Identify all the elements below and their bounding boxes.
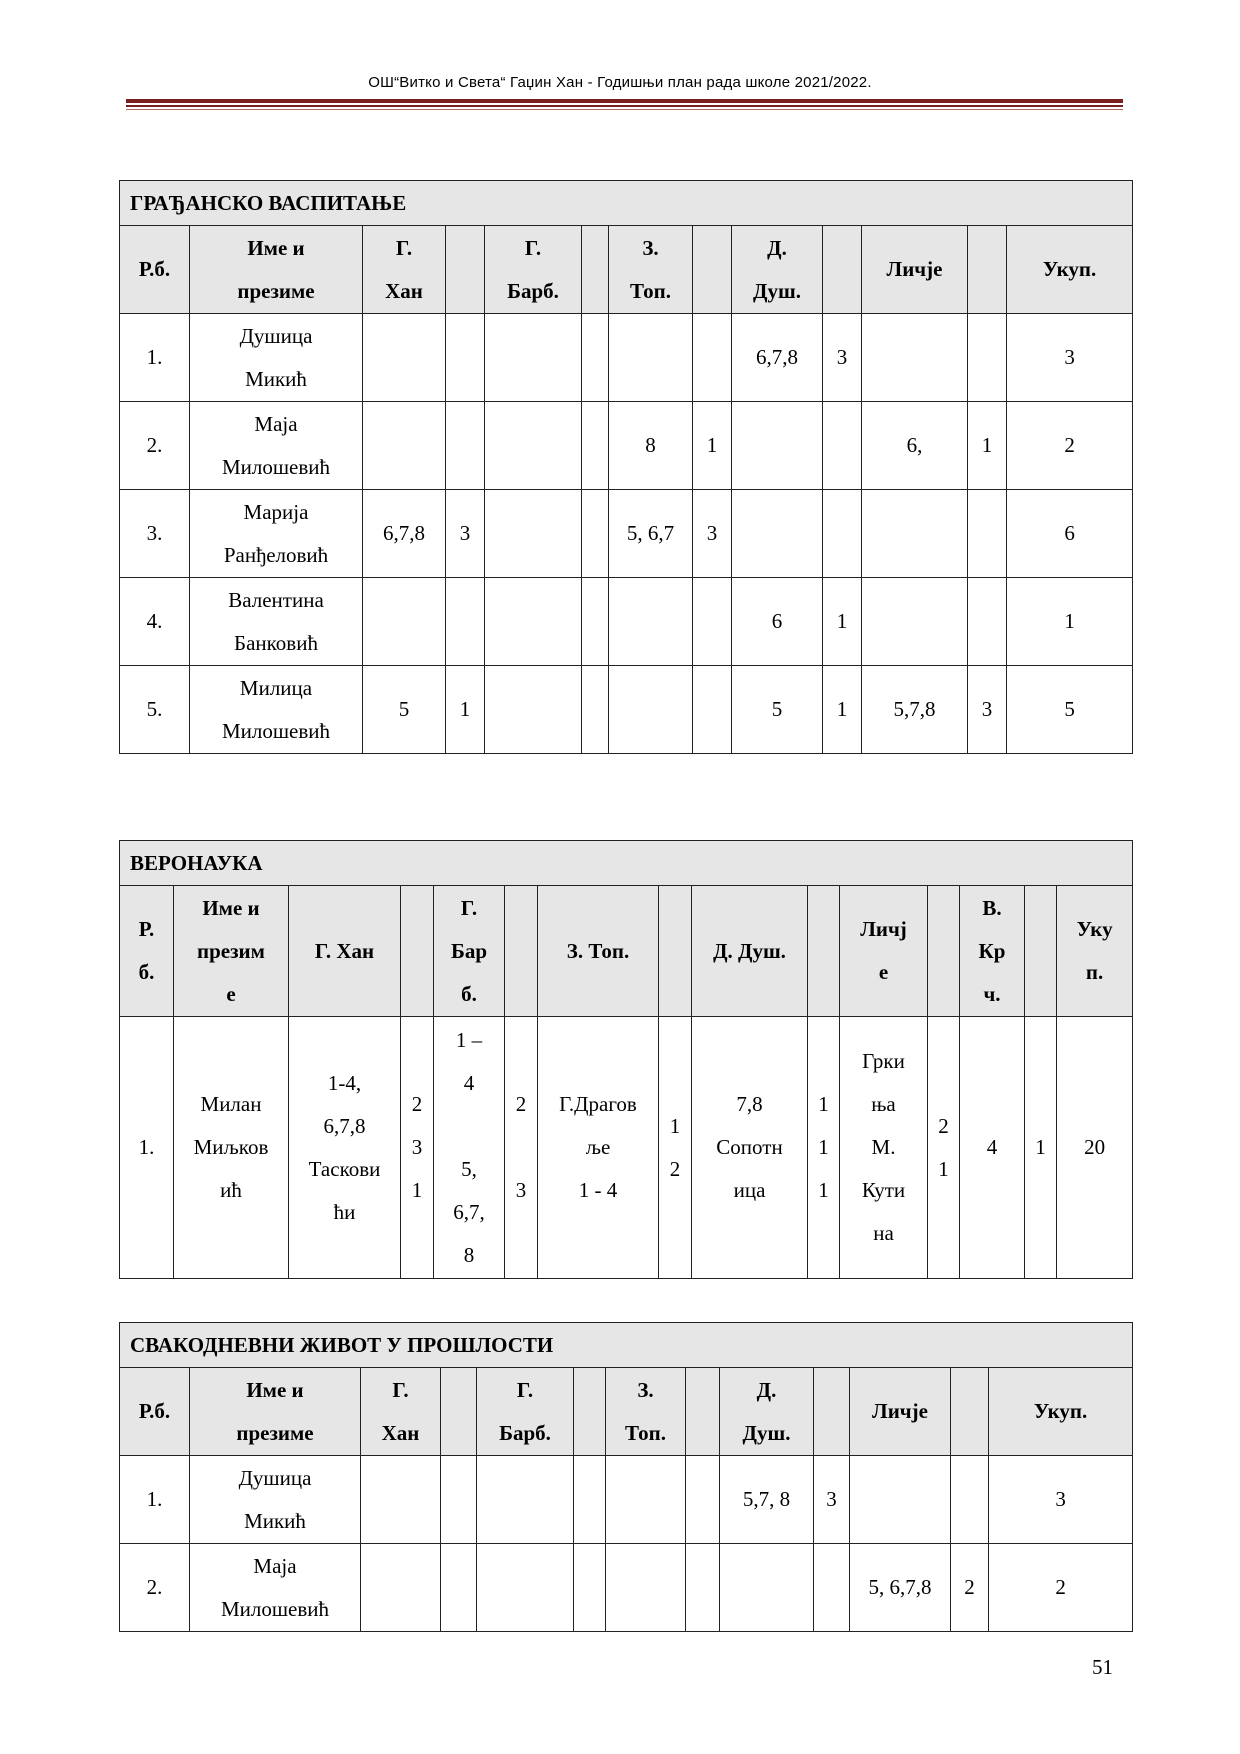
cell-gbarb-count — [574, 1544, 606, 1632]
cell-ztop — [606, 1456, 686, 1544]
cell-ukup: 1 — [1007, 578, 1133, 666]
col-header-empty — [693, 226, 732, 314]
cell-name: Марија Ранђеловић — [190, 490, 363, 578]
header-rule — [126, 105, 1123, 107]
cell-lichje: Грки ња М. Кути на — [840, 1017, 928, 1279]
cell-gbarb — [477, 1456, 574, 1544]
cell-ddush-count — [814, 1544, 850, 1632]
col-header-gbarb: Г. Барб. — [477, 1368, 574, 1456]
cell-ukup: 2 — [989, 1544, 1133, 1632]
col-header-ztop: З. Топ. — [606, 1368, 686, 1456]
col-header-name: Име и презиме — [190, 1368, 361, 1456]
cell-ddush: 7,8 Сопотн ица — [692, 1017, 808, 1279]
cell-ddush — [720, 1544, 814, 1632]
col-header-empty — [441, 1368, 477, 1456]
header-rule — [126, 109, 1123, 110]
table-row — [120, 1544, 1133, 1632]
cell-ztop: Г.Драгов ље 1 - 4 — [538, 1017, 659, 1279]
cell-gbarb-count: 2 3 — [505, 1017, 538, 1279]
cell-ddush-count: 1 — [823, 666, 862, 754]
cell-ukup: 6 — [1007, 490, 1133, 578]
cell-ztop — [609, 578, 693, 666]
cell-ghan-count — [446, 314, 485, 402]
cell-ztop: 5, 6,7 — [609, 490, 693, 578]
cell-ukup: 3 — [1007, 314, 1133, 402]
cell-ghan: 1-4, 6,7,8 Таскови ћи — [289, 1017, 401, 1279]
table-title: ВЕРОНАУКА — [120, 841, 1133, 886]
cell-name: Валентина Банковић — [190, 578, 363, 666]
col-header-empty — [686, 1368, 720, 1456]
col-header-rb: Р.б. — [120, 1368, 190, 1456]
cell-lichje-count: 3 — [968, 666, 1007, 754]
cell-rb: 1. — [120, 1456, 190, 1544]
table-veronauka — [119, 840, 1133, 1279]
col-header-empty — [505, 886, 538, 1017]
cell-ghan — [361, 1544, 441, 1632]
cell-ghan-count — [446, 402, 485, 490]
cell-name: Маја Милошевић — [190, 402, 363, 490]
cell-rb: 5. — [120, 666, 190, 754]
col-header-empty — [582, 226, 609, 314]
cell-ghan — [363, 402, 446, 490]
cell-lichje: 5, 6,7,8 — [850, 1544, 951, 1632]
cell-lichje — [862, 578, 968, 666]
page-number: 51 — [1092, 1655, 1113, 1679]
cell-name: Душица Микић — [190, 314, 363, 402]
cell-lichje — [850, 1456, 951, 1544]
col-header-empty — [659, 886, 692, 1017]
cell-vkrch-count: 1 — [1025, 1017, 1057, 1279]
cell-ztop-count: 1 — [693, 402, 732, 490]
cell-ukup: 2 — [1007, 402, 1133, 490]
cell-gbarb-count — [582, 490, 609, 578]
cell-ddush: 6,7,8 — [732, 314, 823, 402]
col-header-lichje: Личје — [862, 226, 968, 314]
col-header-rb: Р. б. — [120, 886, 174, 1017]
col-header-rb: Р.б. — [120, 226, 190, 314]
cell-lichje: 5,7,8 — [862, 666, 968, 754]
col-header-vkrch: В. Кр ч. — [960, 886, 1025, 1017]
cell-rb: 1. — [120, 314, 190, 402]
cell-lichje-count — [968, 490, 1007, 578]
col-header-ztop: З. Топ. — [609, 226, 693, 314]
col-header-empty — [951, 1368, 989, 1456]
cell-gbarb — [485, 578, 582, 666]
col-header-name: Име и презиме — [190, 226, 363, 314]
cell-lichje-count: 2 — [951, 1544, 989, 1632]
cell-ghan: 5 — [363, 666, 446, 754]
table-gradjansko — [119, 180, 1133, 754]
cell-ztop-count: 3 — [693, 490, 732, 578]
cell-rb: 1. — [120, 1017, 174, 1279]
cell-ddush-count: 3 — [823, 314, 862, 402]
cell-gbarb-count — [582, 402, 609, 490]
cell-ztop-count — [686, 1544, 720, 1632]
cell-ddush — [732, 490, 823, 578]
col-header-lichje: Личје — [850, 1368, 951, 1456]
cell-name: Милан Миљков ић — [174, 1017, 289, 1279]
cell-gbarb-count — [582, 578, 609, 666]
cell-name: Маја Милошевић — [190, 1544, 361, 1632]
cell-ddush: 5,7, 8 — [720, 1456, 814, 1544]
cell-ddush-count — [823, 402, 862, 490]
table-row — [120, 402, 1133, 490]
cell-gbarb — [485, 402, 582, 490]
cell-lichje — [862, 490, 968, 578]
cell-ddush: 6 — [732, 578, 823, 666]
col-header-ddush: Д. Душ. — [732, 226, 823, 314]
cell-vkrch: 4 — [960, 1017, 1025, 1279]
cell-ddush-count: 1 — [823, 578, 862, 666]
cell-ghan-count — [441, 1456, 477, 1544]
cell-ddush-count: 1 1 1 — [808, 1017, 840, 1279]
cell-ghan-count — [446, 578, 485, 666]
cell-rb: 4. — [120, 578, 190, 666]
cell-ghan-count — [441, 1544, 477, 1632]
cell-gbarb — [477, 1544, 574, 1632]
col-header-lichje: Личј е — [840, 886, 928, 1017]
col-header-empty — [401, 886, 434, 1017]
col-header-ghan: Г. Хан — [289, 886, 401, 1017]
cell-lichje-count — [951, 1456, 989, 1544]
col-header-ddush: Д. Душ. — [720, 1368, 814, 1456]
cell-gbarb — [485, 314, 582, 402]
table-row — [120, 1017, 1133, 1279]
cell-rb: 3. — [120, 490, 190, 578]
cell-ztop-count: 1 2 — [659, 1017, 692, 1279]
cell-lichje-count: 1 — [968, 402, 1007, 490]
header-rule — [126, 99, 1123, 103]
cell-gbarb-count — [574, 1456, 606, 1544]
cell-ztop — [609, 314, 693, 402]
col-header-ghan: Г. Хан — [363, 226, 446, 314]
cell-ukup: 5 — [1007, 666, 1133, 754]
cell-ghan-count: 2 3 1 — [401, 1017, 434, 1279]
cell-rb: 2. — [120, 1544, 190, 1632]
table-row — [120, 666, 1133, 754]
table-title: СВАКОДНЕВНИ ЖИВОТ У ПРОШЛОСТИ — [120, 1323, 1133, 1368]
table-row — [120, 314, 1133, 402]
cell-ztop-count — [686, 1456, 720, 1544]
cell-name: Душица Микић — [190, 1456, 361, 1544]
col-header-empty — [814, 1368, 850, 1456]
cell-ztop-count — [693, 314, 732, 402]
table-row — [120, 1456, 1133, 1544]
cell-ghan-count: 1 — [446, 666, 485, 754]
cell-ztop — [609, 666, 693, 754]
cell-rb: 2. — [120, 402, 190, 490]
col-header-ddush: Д. Душ. — [692, 886, 808, 1017]
cell-lichje: 6, — [862, 402, 968, 490]
col-header-empty — [928, 886, 960, 1017]
table-row — [120, 490, 1133, 578]
cell-name: Милица Милошевић — [190, 666, 363, 754]
cell-gbarb-count — [582, 666, 609, 754]
page-header: ОШ“Витко и Света“ Гаџин Хан - Годишњи план рада школе 2021/2022. — [368, 74, 872, 91]
col-header-empty — [574, 1368, 606, 1456]
col-header-ukup: Укуп. — [1007, 226, 1133, 314]
cell-ztop-count — [693, 578, 732, 666]
cell-gbarb — [485, 490, 582, 578]
col-header-gbarb: Г. Барб. — [485, 226, 582, 314]
cell-ukup: 20 — [1057, 1017, 1133, 1279]
cell-ddush: 5 — [732, 666, 823, 754]
cell-lichje-count: 2 1 — [928, 1017, 960, 1279]
cell-lichje — [862, 314, 968, 402]
cell-ghan: 6,7,8 — [363, 490, 446, 578]
table-row — [120, 578, 1133, 666]
cell-ghan — [363, 578, 446, 666]
cell-ztop: 8 — [609, 402, 693, 490]
col-header-empty — [1025, 886, 1057, 1017]
table-svakodnevni-zivot — [119, 1322, 1133, 1632]
cell-gbarb-count — [582, 314, 609, 402]
cell-lichje-count — [968, 578, 1007, 666]
col-header-empty — [808, 886, 840, 1017]
cell-gbarb — [485, 666, 582, 754]
cell-lichje-count — [968, 314, 1007, 402]
table-title: ГРАЂАНСКО ВАСПИТАЊЕ — [120, 181, 1133, 226]
cell-ddush-count — [823, 490, 862, 578]
col-header-ztop: З. Топ. — [538, 886, 659, 1017]
col-header-empty — [968, 226, 1007, 314]
cell-ztop-count — [693, 666, 732, 754]
col-header-empty — [823, 226, 862, 314]
cell-ukup: 3 — [989, 1456, 1133, 1544]
cell-gbarb: 1 – 4 5, 6,7, 8 — [434, 1017, 505, 1279]
col-header-gbarb: Г. Бар б. — [434, 886, 505, 1017]
col-header-ghan: Г. Хан — [361, 1368, 441, 1456]
cell-ddush-count: 3 — [814, 1456, 850, 1544]
col-header-ukup: Укуп. — [989, 1368, 1133, 1456]
col-header-empty — [446, 226, 485, 314]
cell-ghan-count: 3 — [446, 490, 485, 578]
col-header-ukup: Уку п. — [1057, 886, 1133, 1017]
cell-ghan — [361, 1456, 441, 1544]
col-header-name: Име и презим е — [174, 886, 289, 1017]
cell-ddush — [732, 402, 823, 490]
cell-ztop — [606, 1544, 686, 1632]
cell-ghan — [363, 314, 446, 402]
